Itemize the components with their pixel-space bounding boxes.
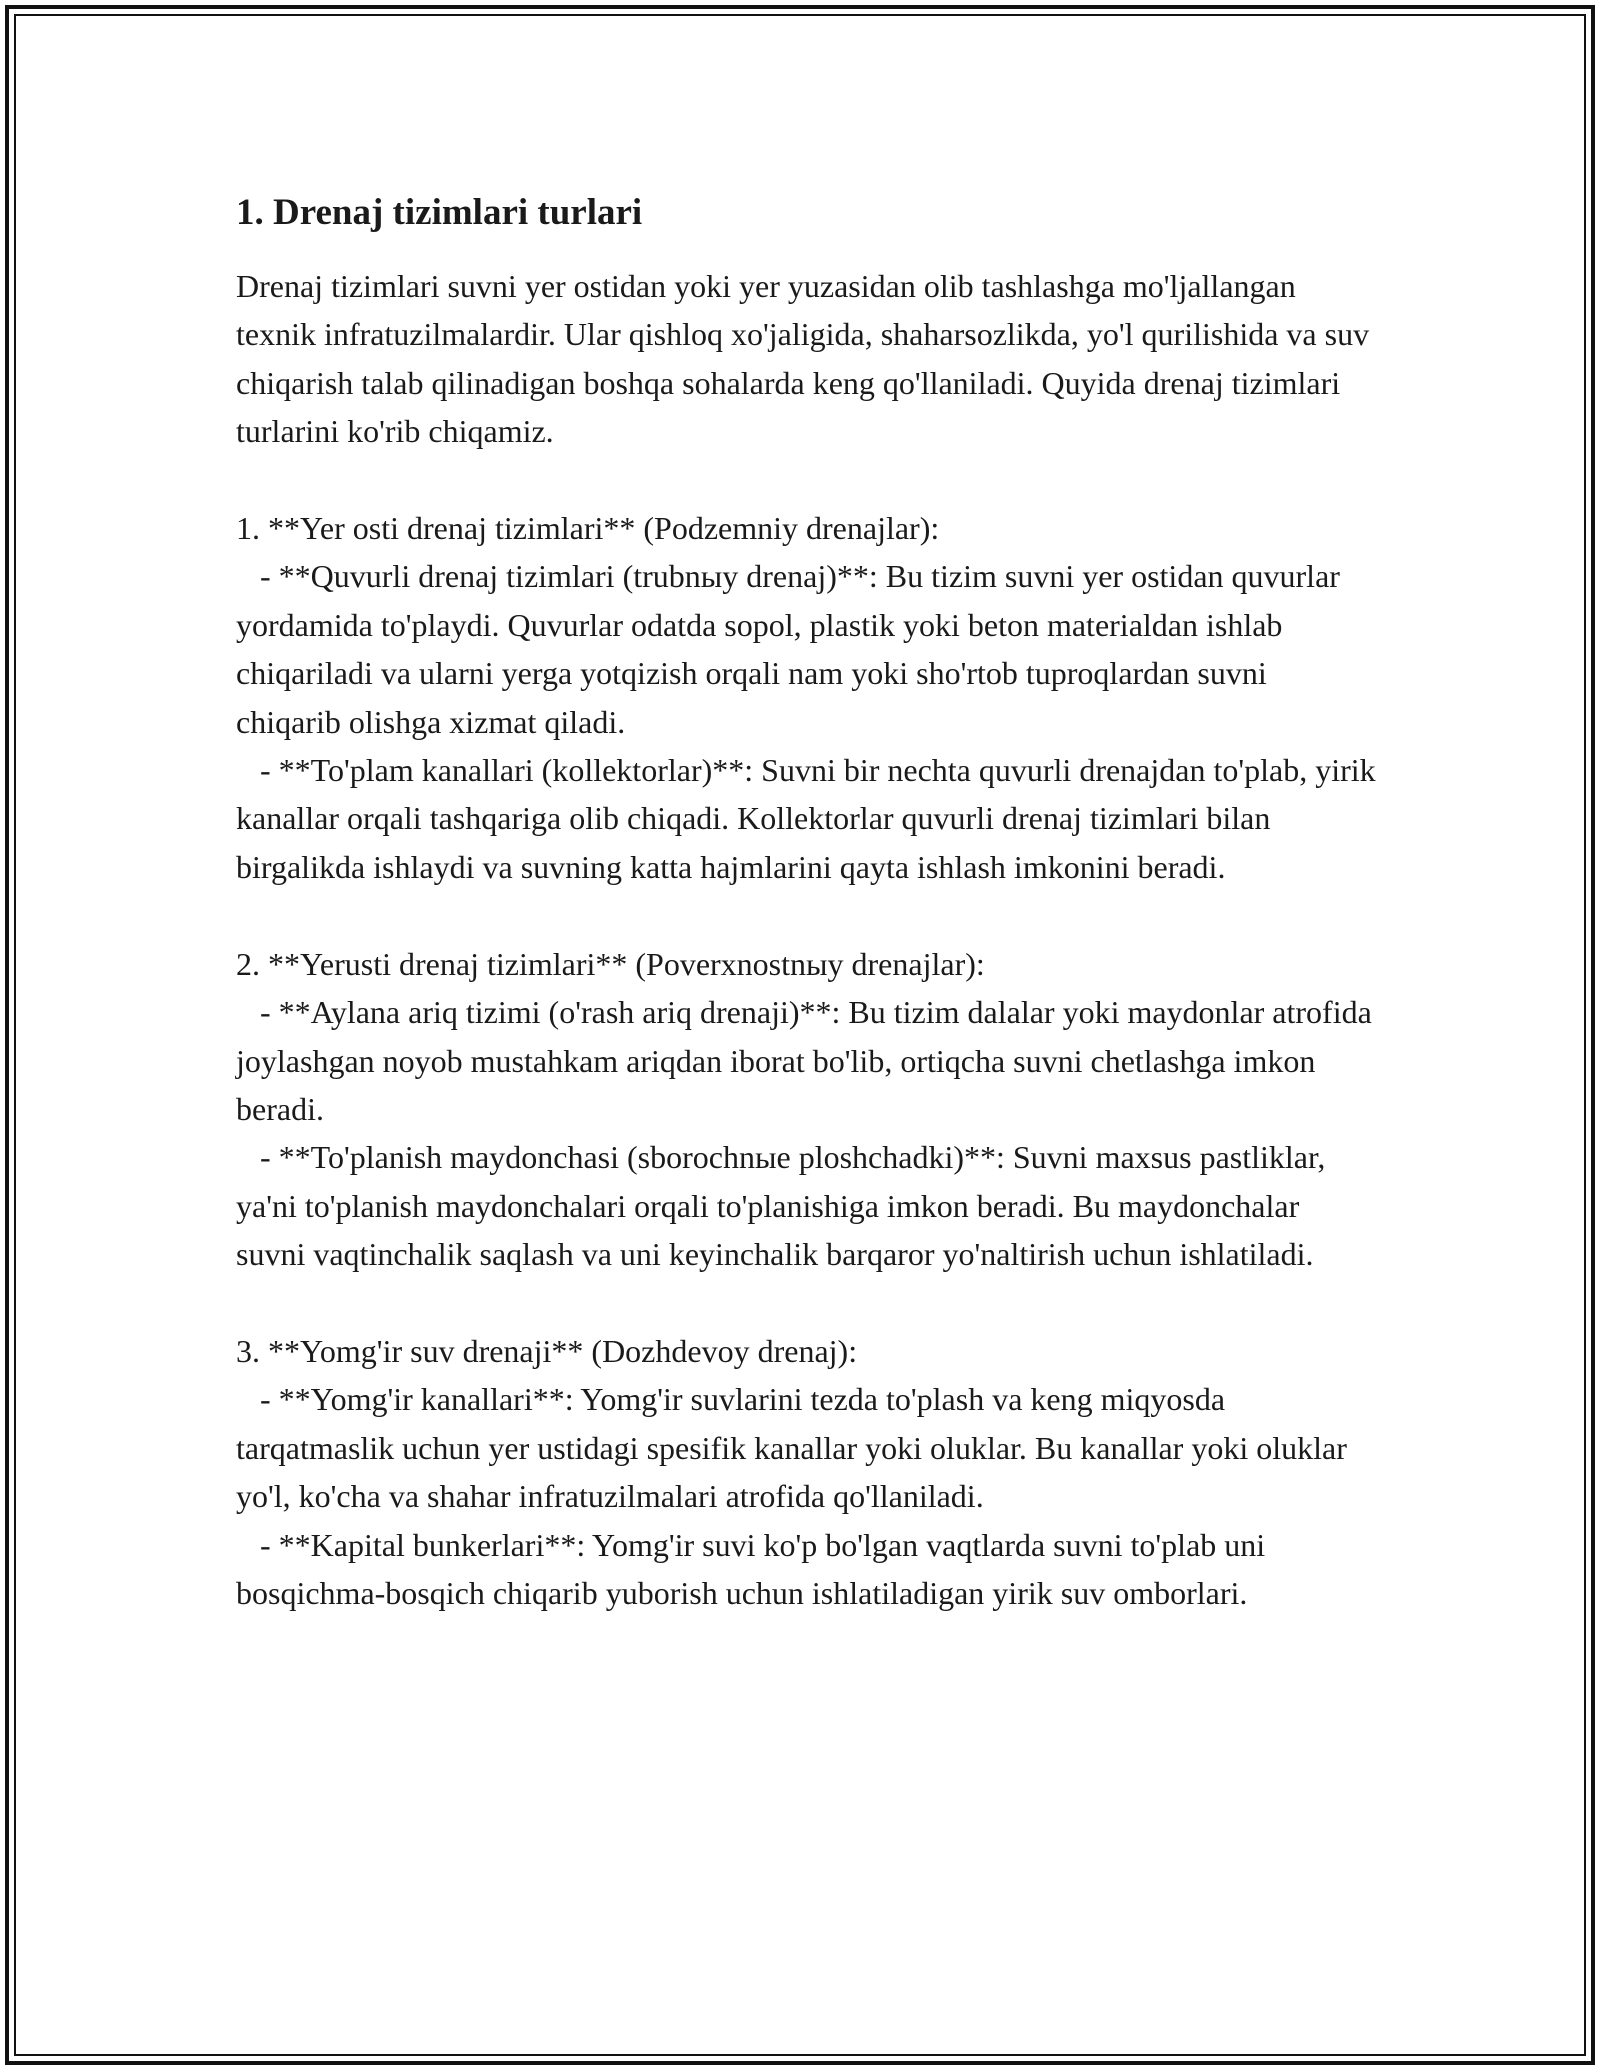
document-heading: 1. Drenaj tizimlari turlari [236,192,643,233]
document-content [236,186,1376,1617]
document-body: Drenaj tizimlari suvni yer ostidan yoki yer yuzasidan olib tashlashga mo'ljallangan texnik infratuzilmalardir. Ular qishloq xo'jaligida, shaharsozlikda, yo'l qurilishida va suv chiqarish talab qilinadigan boshqa sohalarda keng qo'llaniladi. Quyida drenaj tizimlari turlarini ko'rib chiqamiz. 1. **Yer osti drenaj tizimlari** (Podzemniy drenajlar): - **Quvurli drenaj tizimlari (trubnыy drenaj)**: Bu tizim suvni yer ostidan quvurlar yordamida to'playdi. Quvurlar odatda sopol, plastik yoki beton materialdan ishlab chiqariladi va ularni yerga yotqizish orqali nam yoki sho'rtob tuproqlardan suvni chiqarib olishga xizmat qiladi. - **To'plam kanallari (kollektorlar)**: Suvni bir nechta quvurli drenajdan to'plab, yirik kanallar orqali tashqariga olib chiqadi. Kollektorlar quvurli drenaj tizimlari bilan birgalikda ishlaydi va suvning katta hajmlarini qayta ishlash imkonini beradi. 2. **Yerusti drenaj tizimlari** (Poverxnostnыy drenajlar): - **Aylana ariq tizimi (o'rash ariq drenaji)**: Bu tizim dalalar yoki maydonlar atrofida joylashgan noyob mustahkam ariqdan iborat bo'lib, ortiqcha suvni chetlashga imkon beradi. - **To'planish maydonchasi (sborochnыe ploshchadki)**: Suvni maxsus pastliklar, ya'ni to'planish maydonchalari orqali to'planishiga imkon beradi. Bu maydonchalar suvni vaqtinchalik saqlash va uni keyinchalik barqaror yo'naltirish uchun ishlatiladi. 3. **Yomg'ir suv drenaji** (Dozhdevoy drenaj): - **Yomg'ir kanallari**: Yomg'ir suvlarini tezda to'plash va keng miqyosda tarqatmaslik uchun yer ustidagi spesifik kanallar yoki oluklar. Bu kanallar yoki oluklar yo'l, ko'cha va shahar infratuzilmalari atrofida qo'llaniladi. - **Kapital bunkerlari**: Yomg'ir suvi ko'p bo'lgan vaqtlarda suvni to'plab uni bosqichma-bosqich chiqarib yuborish uchun ishlatiladigan yirik suv omborlari. [236,268,1376,1611]
